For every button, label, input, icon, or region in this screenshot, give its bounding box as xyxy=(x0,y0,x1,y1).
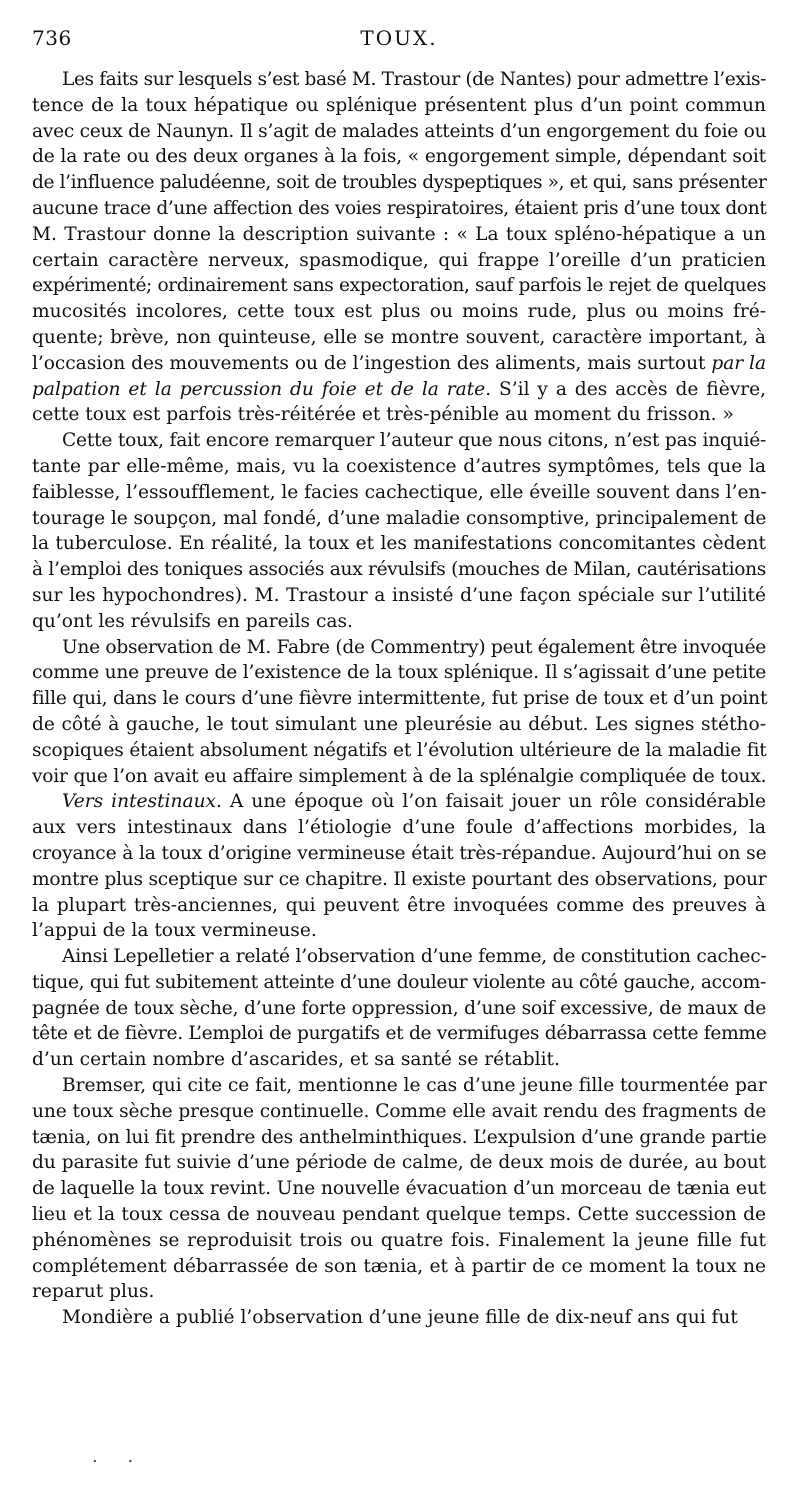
text-line: quente; brève, non quinteuse, elle se montre souvent, caractère important, à xyxy=(32,326,766,348)
text-line: à l’emploi des toniques associés aux révulsifs (mouches de Milan, cautérisations xyxy=(32,559,766,581)
paragraph xyxy=(32,944,766,1073)
text-line: Cette toux, fait encore remarquer l’auteur que nous citons, n’est pas inquié- xyxy=(62,430,767,452)
text-line: d’un certain nombre d’ascarides, et sa santé se rétablit. xyxy=(32,1049,560,1071)
paragraph xyxy=(32,1073,766,1305)
text-line: une toux sèche presque continuelle. Comme elle avait rendu des fragments de xyxy=(32,1100,767,1122)
text-line: cette toux est parfois très-réitérée et très-pénible au moment du frisson. » xyxy=(32,404,734,426)
text-line: Bremser, qui cite ce fait, mentionne le cas d’une jeune fille tourmentée par xyxy=(62,1075,767,1097)
text-line: lieu et la toux cessa de nouveau pendant quelque temps. Cette succession de xyxy=(32,1204,766,1226)
text-line: scopiques étaient absolument négatifs et l’évolution ultérieure de la maladie fit xyxy=(32,739,767,761)
text-line: sur les hypochondres). M. Trastour a insisté d’une façon spéciale sur l’utilité xyxy=(32,584,766,606)
text-line: tante par elle-même, mais, vu la coexistence d’autres symptômes, tels que la xyxy=(32,455,766,477)
paragraph xyxy=(32,428,766,634)
text-line: croyance à la toux d’origine vermineuse était très-répandue. Aujourd’hui on se xyxy=(32,842,767,864)
text-line: la tuberculose. En réalité, la toux et les manifestations concomitantes cèdent xyxy=(32,533,766,555)
paragraph xyxy=(32,635,766,790)
text-line: du parasite fut suivie d’une période de calme, de deux mois de durée, au bout xyxy=(32,1152,767,1174)
text-line: avec ceux de Naunyn. Il s’agit de malades atteints d’un engorgement du foie ou xyxy=(32,120,767,142)
text-line: montre plus sceptique sur ce chapitre. Il existe pourtant des observations, pour xyxy=(32,868,767,890)
paragraph xyxy=(32,789,766,944)
text-line: de laquelle la toux revint. Une nouvelle évacuation d’un morceau de tænia eut xyxy=(32,1178,766,1200)
text-line: aux vers intestinaux dans l’étiologie d’une foule d’affections morbides, la xyxy=(32,817,766,839)
text-line: phénomènes se reproduisit trois ou quatre fois. Finalement la jeune fille fut xyxy=(32,1229,766,1251)
text-line: la plupart très-anciennes, qui peuvent être invoquées comme des preuves à xyxy=(32,894,766,916)
text-line: tourage le soupçon, mal fondé, d’une maladie consomptive, principalement de xyxy=(32,507,767,529)
text-line: expérimenté; ordinairement sans expectoration, sauf parfois le rejet de quelques xyxy=(32,275,766,297)
text-line: de la rate ou des deux organes à la fois, « engorgement simple, dépendant soit xyxy=(32,146,766,168)
text-line: comme une preuve de l’existence de la toux splénique. Il s’agissait d’une petite xyxy=(32,662,766,684)
text-line: complétement débarrassée de son tænia, et à partir de ce moment la toux ne xyxy=(32,1255,766,1277)
text-line: Les faits sur lesquels s’est basé M. Trastour (de Nantes) pour admettre l’exis- xyxy=(62,69,766,90)
text-line: mucosités incolores, cette toux est plus ou moins rude, plus ou moins fré- xyxy=(32,301,766,323)
text-line: tænia, on lui fit prendre des anthelminthiques. L’expulsion d’une grande partie xyxy=(32,1126,767,1148)
text-line: Vers intestinaux. A une époque où l’on faisait jouer un rôle considérable xyxy=(62,791,766,813)
text-line: fille qui, dans le cours d’une fièvre intermittente, fut prise de toux et d’un point xyxy=(32,688,768,710)
page-header xyxy=(32,12,766,50)
text-line: l’appui de la toux vermineuse. xyxy=(32,920,317,942)
text-line: certain caractère nerveux, spasmodique, qui frappe l’oreille d’un praticien xyxy=(32,249,766,271)
text-line: palpation et la percussion du foie et de la rate. S’il y a des accès de fièvre, xyxy=(32,378,767,400)
text-line: l’occasion des mouvements ou de l’ingestion des aliments, mais surtout par la xyxy=(32,352,767,374)
text-line: M. Trastour donne la description suivante : « La toux spléno-hépatique a un xyxy=(32,223,766,245)
stray-marks: . . xyxy=(92,1446,146,1467)
page-number: 736 xyxy=(32,26,72,50)
text-line: voir que l’on avait eu affaire simplement à de la splénalgie compliquée de toux. xyxy=(32,765,767,787)
text-line: tique, qui fut subitement atteinte d’une douleur violente au côté gauche, accom- xyxy=(32,971,766,993)
body-text xyxy=(32,67,766,1331)
text-line: pagnée de toux sèche, d’une forte oppression, d’une soif excessive, de maux de xyxy=(32,997,766,1019)
paragraph xyxy=(32,1305,766,1331)
text-line: Ainsi Lepelletier a relaté l’observation d’une femme, de constitution cachec- xyxy=(62,946,767,968)
text-line: de côté à gauche, le tout simulant une pleurésie au début. Les signes stétho- xyxy=(32,713,766,735)
text-line: tence de la toux hépatique ou splénique présentent plus d’un point commun xyxy=(32,94,766,116)
paragraph xyxy=(32,67,766,428)
text-line: reparut plus. xyxy=(32,1281,155,1303)
running-title: TOUX. xyxy=(360,26,438,50)
text-line: faiblesse, l’essoufflement, le facies cachectique, elle éveille souvent dans l’en- xyxy=(32,481,767,503)
text-line: Une observation de M. Fabre (de Commentry) peut également être invoquée xyxy=(62,636,767,658)
text-line: Mondière a publié l’observation d’une jeune fille de dix-neuf ans qui fut xyxy=(62,1307,738,1329)
text-line: aucune trace d’une affection des voies respiratoires, étaient pris d’une toux dont xyxy=(32,197,767,219)
text-line: tête et de fièvre. L’emploi de purgatifs et de vermifuges débarrassa cette femme xyxy=(32,1023,767,1045)
text-line: qu’ont les révulsifs en pareils cas. xyxy=(32,610,353,632)
text-line: de l’influence paludéenne, soit de troubles dyspeptiques », et qui, sans présenter xyxy=(32,172,767,194)
